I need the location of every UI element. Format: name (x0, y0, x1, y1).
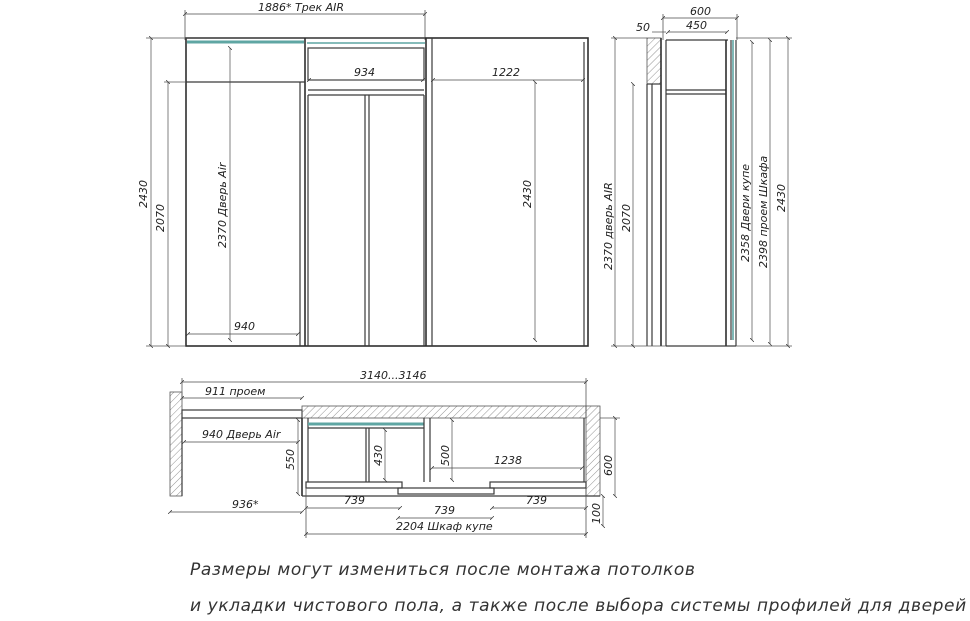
dim-side-inner: 450 (686, 19, 707, 32)
dim-plan-coupe-total: 2204 Шкаф купе (396, 520, 493, 533)
dim-front-total-height: 2430 (137, 180, 150, 208)
dim-plan-opening: 911 проем (205, 385, 266, 398)
dim-plan-door-3: 739 (526, 494, 547, 507)
note (190, 560, 967, 616)
dim-plan-section-1238: 1238 (494, 454, 522, 467)
dim-plan-gap: 100 (590, 503, 603, 524)
dim-side-depth: 600 (690, 5, 711, 18)
dim-plan-door-2: 739 (434, 504, 455, 517)
dim-right-section: 1222 (492, 66, 520, 79)
dim-front-opening-height: 2070 (154, 204, 167, 232)
dim-door-width: 940 (234, 320, 255, 333)
dim-side-door-air: 2370 дверь AIR (602, 182, 615, 270)
dim-track-air: 1886* Трек AIR (258, 1, 345, 14)
dim-side-opening: 2070 (620, 204, 633, 232)
dim-plan-total: 3140...3146 (360, 369, 427, 382)
dim-side-total-height: 2430 (775, 184, 788, 212)
dim-upper-section: 934 (354, 66, 375, 79)
dim-plan-depth-600: 600 (602, 455, 615, 476)
dim-plan-offset: 936* (232, 498, 259, 511)
front-elevation (137, 1, 588, 346)
dim-coupe-doors: 2358 Двери купе (739, 163, 752, 262)
dim-door-air: 2370 Дверь Air (216, 162, 229, 248)
dim-plan-depth-550: 550 (284, 449, 297, 470)
note-line-1: Размеры могут измениться после монтажа потолков (190, 560, 696, 580)
dim-plan-door-air: 940 Дверь Air (202, 428, 281, 441)
dim-plan-depth-430: 430 (372, 445, 385, 466)
dim-plan-depth-500: 500 (439, 445, 452, 466)
dim-side-offset: 50 (636, 21, 650, 34)
note-line-2: и укладки чистового пола, а также после выбора системы профилей для дверей (190, 596, 967, 616)
side-section (602, 5, 792, 346)
dim-wardrobe-opening: 2398 проем Шкафа (757, 155, 770, 268)
plan-view (170, 369, 620, 538)
dim-right-height: 2430 (521, 180, 534, 208)
dim-plan-door-1: 739 (344, 494, 365, 507)
